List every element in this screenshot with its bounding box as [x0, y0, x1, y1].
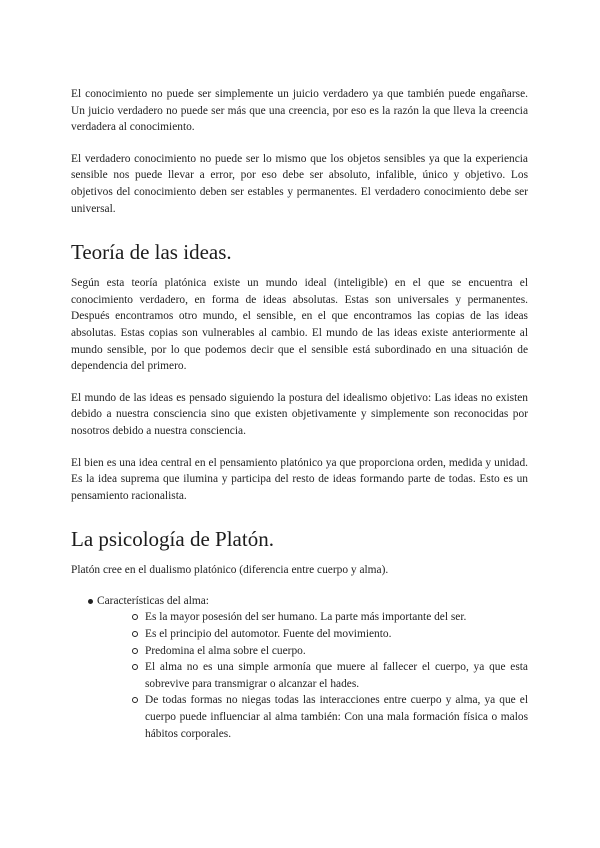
hollow-bullet-icon — [132, 697, 138, 703]
paragraph-true-knowledge: El verdadero conocimiento no puede ser lo mismo que los objetos sensibles ya que la experiencia sensible nos puede llevar a error, por eso debe ser absoluto, infalible, único y objetivo. Los objetivos del conocimiento deben ser estables y permanentes. El verdadero conocimiento debe ser universal. — [71, 152, 528, 215]
hollow-bullet-icon — [132, 631, 138, 637]
paragraph-objective-idealism: El mundo de las ideas es pensado siguiendo la postura del idealismo objetivo: Las ideas no existen debido a nuestra consciencia sino que existen objetivamente y simplemente son reconocidas por nosotros debido a nuestra consciencia. — [71, 391, 528, 437]
sublist-item — [145, 692, 528, 742]
sublist-item-text: Es la mayor posesión del ser humano. La parte más importante del ser. — [145, 611, 467, 624]
page-content — [71, 86, 528, 742]
hollow-bullet-icon — [132, 614, 138, 620]
hollow-bullet-icon — [132, 664, 138, 670]
heading-theory-of-ideas: Teoría de las ideas. — [71, 240, 232, 265]
filled-bullet-icon — [88, 599, 93, 604]
sublist-item — [145, 626, 528, 643]
list-item — [97, 593, 528, 742]
sublist-item-text: El alma no es una simple armonía que muere al fallecer el cuerpo, ya que esta sobrevive para transmigrar o alcanzar el hades. — [145, 661, 528, 690]
paragraph-idea-of-good: El bien es una idea central en el pensamiento platónico ya que proporciona orden, medida y unidad. Es la idea suprema que ilumina y participa del resto de ideas formando parte de todas. Esto es un pensamiento racionalista. — [71, 456, 528, 502]
soul-characteristics-list — [71, 593, 528, 742]
sublist-item-text: Es el principio del automotor. Fuente del movimiento. — [145, 628, 392, 641]
soul-characteristics-sublist — [97, 609, 528, 742]
sublist-item — [145, 609, 528, 626]
hollow-bullet-icon — [132, 648, 138, 654]
sublist-item-text: De todas formas no niegas todas las interacciones entre cuerpo y alma, ya que el cuerpo puede influenciar al alma también: Con una mala formación física o malos hábitos corporales. — [145, 694, 528, 740]
paragraph-knowledge-judgment: El conocimiento no puede ser simplemente un juicio verdadero ya que también puede engañarse. Un juicio verdadero no puede ser más que una creencia, por eso es la razón la que lleva la creencia verdadera al conocimiento. — [71, 88, 528, 134]
sublist-item — [145, 643, 528, 660]
sublist-item — [145, 659, 528, 692]
paragraph-ideal-world: Según esta teoría platónica existe un mundo ideal (inteligible) en el que se encuentra el conocimiento verdadero, en forma de ideas absolutas. Estas son universales y permanentes. Después encontramos otro mundo, el sensible, en el que encontramos las copias de las ideas absolutas. Estas copias son vulnerables al cambio. El mundo de las ideas existe anteriormente al mundo sensible, por lo que podemos decir que el sensible está subordinado en una situación de dependencia del primero. — [71, 277, 528, 373]
list-item-label: Características del alma: — [97, 594, 209, 607]
sublist-item-text: Predomina el alma sobre el cuerpo. — [145, 644, 306, 657]
paragraph-dualism: Platón cree en el dualismo platónico (diferencia entre cuerpo y alma). — [71, 564, 389, 577]
heading-plato-psychology: La psicología de Platón. — [71, 527, 274, 552]
